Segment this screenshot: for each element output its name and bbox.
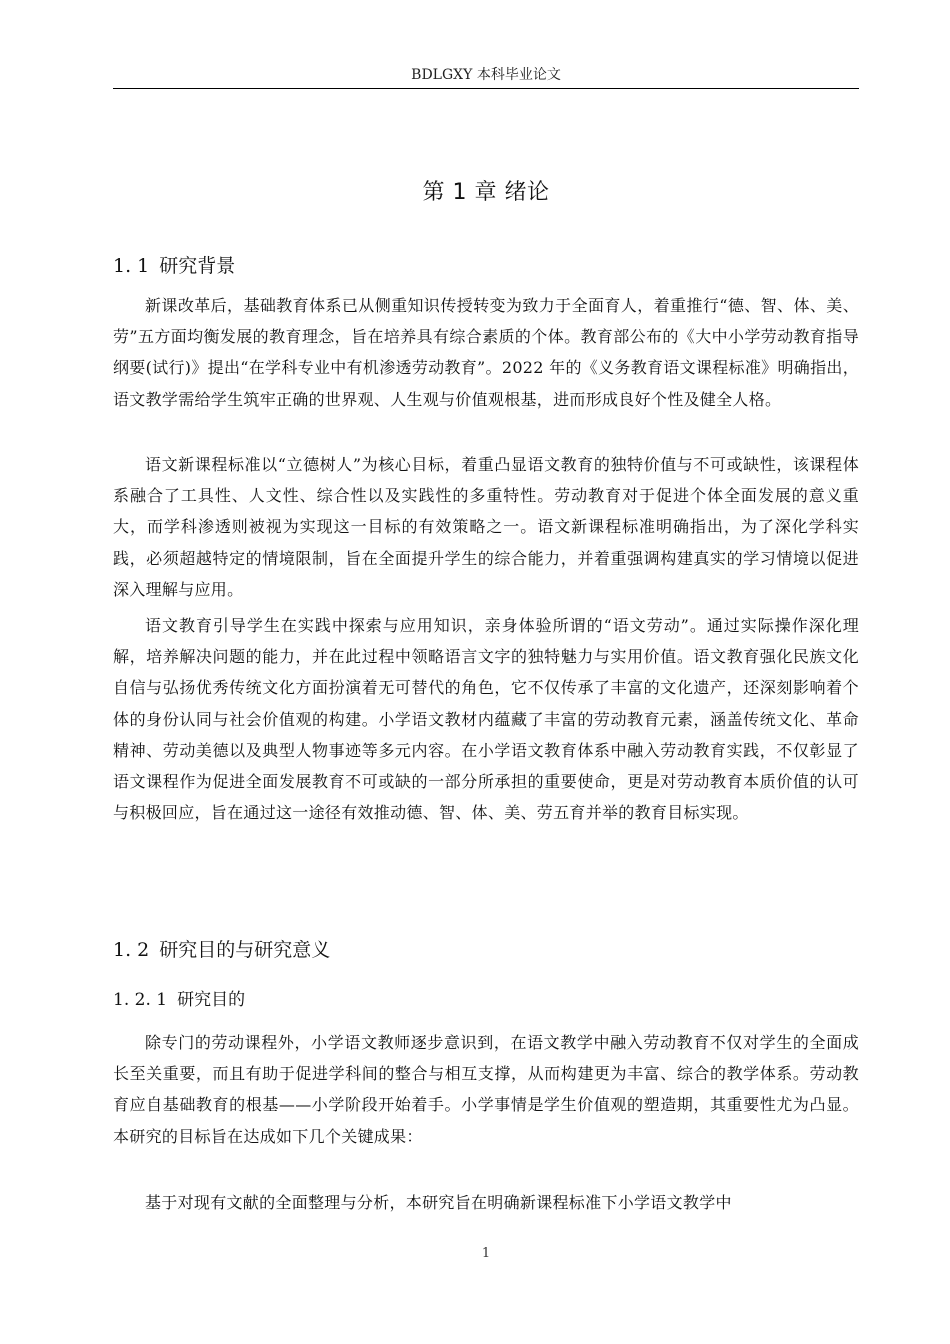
paragraph: 新课改革后，基础教育体系已从侧重知识传授转变为致力于全面育人，着重推行“德、智、体、美、劳”五方面均衡发展的教育理念，旨在培养具有综合素质的个体。教育部公布的《大中小学劳动教育指导纲要(试行)》提出“在学科专业中有机渗透劳动教育”。2022 年的《义务教育语文课程标准》明确指出，语文教学需给学生筑牢正确的世界观、人生观与价值观根基，进而形成良好个性及健全人格。 [113, 296, 859, 409]
section-title: 研究目的 [177, 990, 246, 1010]
paragraph: 除专门的劳动课程外，小学语文教师逐步意识到，在语文教学中融入劳动教育不仅对学生的全面成长至关重要，而且有助于促进学科间的整合与相互支撑，从而构建更为丰富、综合的教学体系。劳动教育应自基础教育的根基——小学阶段开始着手。小学事情是学生价值观的塑造期，其重要性尤为凸显。本研究的目标旨在达成如下几个关键成果： [113, 1033, 859, 1146]
paragraph: 基于对现有文献的全面整理与分析，本研究旨在明确新课程标准下小学语文教学中 [145, 1193, 732, 1212]
section-heading-1-2 [113, 937, 330, 963]
section-title: 研究背景 [159, 255, 236, 277]
running-header: BDLGXY 本科毕业论文 [411, 67, 561, 83]
section-number: 1. 1 [113, 255, 150, 277]
section-number: 1. 2 [113, 939, 150, 961]
section-heading-1-1 [113, 253, 235, 279]
header-rule [113, 88, 859, 89]
paragraph: 语文教育引导学生在实践中探索与应用知识，亲身体验所谓的“语文劳动”。通过实际操作深化理解，培养解决问题的能力，并在此过程中领略语言文字的独特魅力与实用价值。语文教育强化民族文化自信与弘扬优秀传统文化方面扮演着无可替代的角色，它不仅传承了丰富的文化遗产，还深刻影响着个体的身份认同与社会价值观的构建。小学语文教材内蕴藏了丰富的劳动教育元素，涵盖传统文化、革命精神、劳动美德以及典型人物事迹等多元内容。在小学语文教育体系中融入劳动教育实践，不仅彰显了语文课程作为促进全面发展教育不可或缺的一部分所承担的重要使命，更是对劳动教育本质价值的认可与积极回应，旨在通过这一途径有效推动德、智、体、美、劳五育并举的教育目标实现。 [113, 616, 859, 823]
section-number: 1. 2. 1 [113, 990, 168, 1010]
subsection-heading-1-2-1 [113, 988, 245, 1012]
paragraph: 语文新课程标准以“立德树人”为核心目标，着重凸显语文教育的独特价值与不可或缺性，该课程体系融合了工具性、人文性、综合性以及实践性的多重特性。劳动教育对于促进个体全面发展的意义重大，而学科渗透则被视为实现这一目标的有效策略之一。语文新课程标准明确指出，为了深化学科实践，必须超越特定的情境限制，旨在全面提升学生的综合能力，并着重强调构建真实的学习情境以促进深入理解与应用。 [113, 455, 859, 599]
chapter-title: 第 1 章 绪论 [422, 180, 550, 205]
page-number: 1 [481, 1246, 491, 1261]
section-title: 研究目的与研究意义 [159, 939, 331, 961]
